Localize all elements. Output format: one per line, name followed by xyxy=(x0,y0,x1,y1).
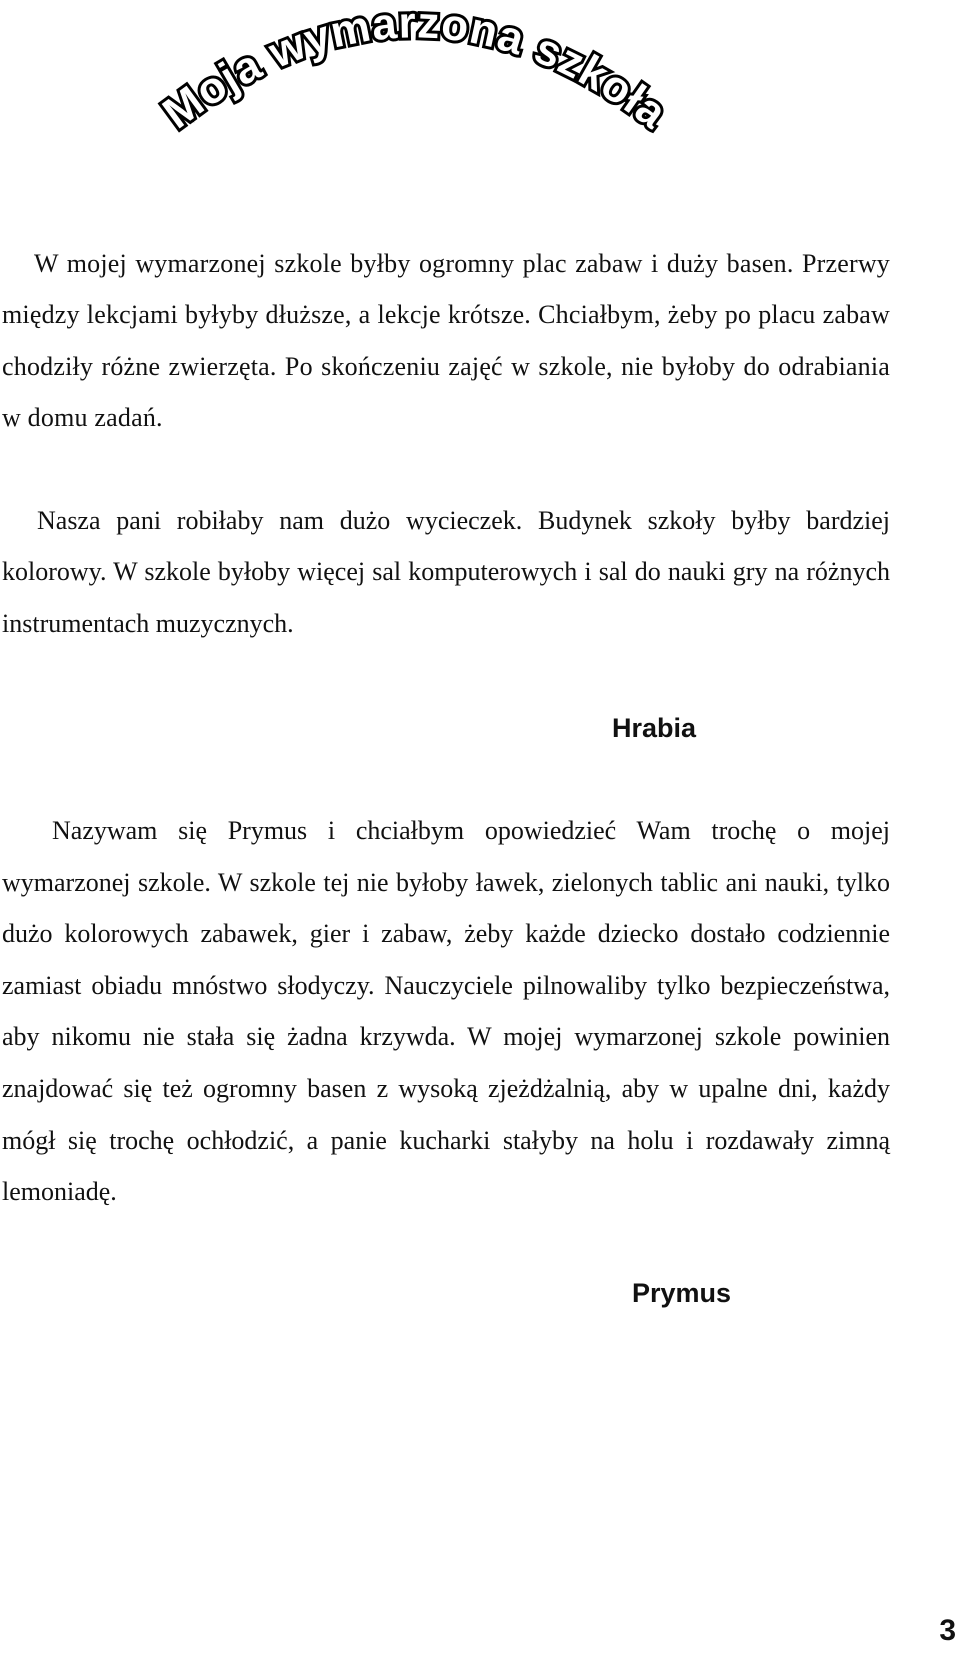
signature-hrabia: Hrabia xyxy=(612,713,697,743)
paragraph-2: Nasza pani robiłaby nam dużo wycieczek. Budynek szkoły byłby bardziej kolorowy. W szkole byłoby więcej sal komputerowych i sal do nauki gry na różnych instrumentach muzycznych. xyxy=(2,506,890,638)
title-wordart xyxy=(150,0,680,140)
page-number: 3 xyxy=(939,1614,956,1647)
document-title: Moja wymarzona szkoła xyxy=(154,0,676,139)
signature-prymus: Prymus xyxy=(632,1278,732,1308)
svg-text:Moja wymarzona szkoła xyxy=(154,0,676,138)
paragraph-3: Nazywam się Prymus i chciałbym opowiedzieć Wam trochę o mojej wymarzonej szkole. W szkole tej nie byłoby ławek, zielonych tablic ani nauki, tylko dużo kolorowych zabawek, gier i zabaw, żeby każde dziecko dostało codziennie zamiast obiadu mnóstwo słodyczy. Nauczyciele pilnowaliby tylko bezpieczeństwa, aby nikomu nie stała się żadna krzywda. W mojej wymarzonej szkole powinien znajdować się też ogromny basen z wysoką zjeżdżalnią, aby w upalne dni, każdy mógł się trochę ochłodzić, a panie kucharki stałyby na holu i rozdawały zimną lemoniadę. xyxy=(2,816,890,1207)
paragraph-1: W mojej wymarzonej szkole byłby ogromny plac zabaw i duży basen. Przerwy między lekcjami byłyby dłuższe, a lekcje krótsze. Chciałbym, żeby po placu zabaw chodziły różne zwierzęta. Po skończeniu zajęć w szkole, nie byłoby do odrabiania w domu zadań. xyxy=(2,249,890,432)
